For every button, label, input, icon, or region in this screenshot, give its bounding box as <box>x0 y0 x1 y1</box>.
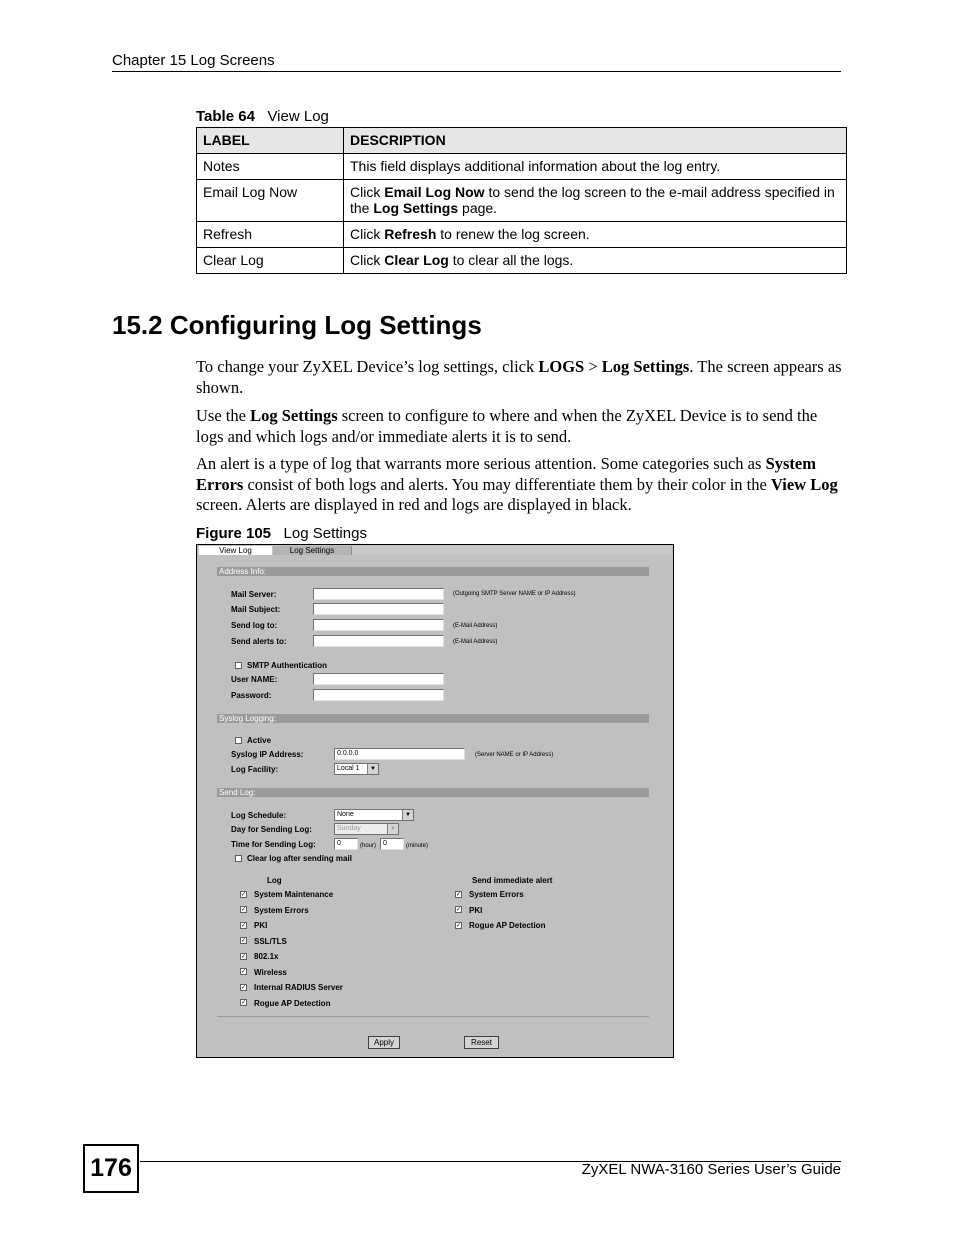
apply-button[interactable]: Apply <box>368 1036 400 1049</box>
mail-subject-input[interactable] <box>313 603 444 615</box>
day-sending-label: Day for Sending Log: <box>231 825 312 834</box>
alert-checkbox[interactable]: ✓ <box>456 907 462 913</box>
figure-caption <box>196 525 367 542</box>
user-name-label: User NAME: <box>231 675 278 684</box>
active-label: Active <box>247 736 272 745</box>
table-row <box>197 154 847 180</box>
form-divider <box>217 1016 649 1017</box>
mail-server-label: Mail Server: <box>231 590 277 599</box>
section-syslog-logging: Syslog Logging: <box>217 714 649 723</box>
alert-item-label: PKI <box>469 906 483 915</box>
time-sending-label: Time for Sending Log: <box>231 840 316 849</box>
col-description: DESCRIPTION <box>344 128 847 154</box>
table-header-row <box>197 128 847 154</box>
alert-checkbox[interactable]: ✓ <box>456 923 462 929</box>
log-settings-screenshot <box>196 544 674 1058</box>
alert-item-label: System Errors <box>469 890 524 899</box>
log-item-label: System Maintenance <box>254 890 334 899</box>
day-sending-value: Sunday <box>337 825 361 832</box>
log-schedule-select[interactable] <box>334 809 414 821</box>
table-caption <box>196 108 329 125</box>
log-checkbox[interactable]: ✓ <box>241 923 247 929</box>
send-log-to-label: Send log to: <box>231 621 278 630</box>
log-checkbox[interactable]: ✓ <box>241 1000 247 1006</box>
row-label: Notes <box>197 154 344 180</box>
section-address-info: Address Info: <box>217 567 649 576</box>
active-checkbox[interactable] <box>235 737 242 744</box>
table-number: Table 64 <box>196 108 255 125</box>
syslog-ip-input[interactable]: 0.0.0.0 <box>334 748 465 760</box>
table-row <box>197 180 847 222</box>
log-checkbox[interactable]: ✓ <box>241 969 247 975</box>
send-log-to-input[interactable] <box>313 619 444 631</box>
alert-column-header: Send immediate alert <box>472 876 553 885</box>
log-facility-value: Local 1 <box>337 765 360 772</box>
log-checkbox[interactable]: ✓ <box>241 938 247 944</box>
paragraph-alert: An alert is a type of log that warrants more serious attention. Some categories such as System Errors consist of both logs and alerts. You may differentiate them by their color in the View Log screen. Alerts are displayed in red and logs are displayed in black. <box>196 454 838 514</box>
log-item-label: Internal RADIUS Server <box>254 983 343 992</box>
log-checkbox[interactable]: ✓ <box>241 892 247 898</box>
send-alerts-to-label: Send alerts to: <box>231 637 287 646</box>
mail-subject-label: Mail Subject: <box>231 605 281 614</box>
log-item-label: PKI <box>254 921 268 930</box>
log-item-label: Rogue AP Detection <box>254 999 331 1008</box>
row-label: Email Log Now <box>197 180 344 222</box>
tab-bar <box>198 546 672 555</box>
user-name-input[interactable] <box>313 673 444 685</box>
page-number: 176 <box>83 1144 139 1193</box>
log-schedule-value: None <box>337 811 354 818</box>
tab-view-log[interactable]: View Log <box>199 546 272 555</box>
log-item-label: SSL/TLS <box>254 937 287 946</box>
hour-input[interactable]: 0 <box>334 838 358 850</box>
chevron-down-icon: ▼ <box>402 810 413 820</box>
guide-title: ZyXEL NWA-3160 Series User’s Guide <box>581 1161 841 1178</box>
day-sending-select[interactable] <box>334 823 399 835</box>
password-label: Password: <box>231 691 272 700</box>
col-label: LABEL <box>197 128 344 154</box>
minute-note: (minute) <box>406 843 429 849</box>
section-heading: 15.2 Configuring Log Settings <box>112 310 482 340</box>
clear-after-checkbox[interactable] <box>235 855 242 862</box>
figure-number: Figure 105 <box>196 525 272 542</box>
log-schedule-label: Log Schedule: <box>231 811 287 820</box>
log-checkbox[interactable]: ✓ <box>241 954 247 960</box>
alert-checkbox[interactable]: ✓ <box>456 892 462 898</box>
row-description: Click Refresh to renew the log screen. <box>344 222 847 248</box>
log-facility-label: Log Facility: <box>231 765 279 774</box>
figure-title: Log Settings <box>283 525 367 542</box>
mail-server-input[interactable] <box>313 588 444 600</box>
send-alerts-to-input[interactable] <box>313 635 444 647</box>
paragraph-usage: Use the Log Settings screen to configure to where and when the ZyXEL Device is to send the logs and which logs and/or immediate alerts it is to send. <box>196 406 818 446</box>
table-title: View Log <box>267 108 329 125</box>
log-checkbox[interactable]: ✓ <box>241 907 247 913</box>
log-item-label: System Errors <box>254 906 309 915</box>
log-item-label: Wireless <box>254 968 287 977</box>
log-facility-select[interactable] <box>334 763 379 775</box>
reset-button[interactable]: Reset <box>464 1036 499 1049</box>
password-input[interactable] <box>313 689 444 701</box>
syslog-ip-label: Syslog IP Address: <box>231 750 304 759</box>
smtp-auth-label: SMTP Authentication <box>247 661 327 670</box>
row-description: Click Email Log Now to send the log screen to the e-mail address specified in the Log Settings page. <box>344 180 847 222</box>
mail-server-note: (Outgoing SMTP Server NAME or IP Address) <box>453 591 576 597</box>
syslog-ip-note: (Server NAME or IP Address) <box>475 752 554 758</box>
smtp-auth-checkbox[interactable] <box>235 662 242 669</box>
row-description: Click Clear Log to clear all the logs. <box>344 248 847 274</box>
chevron-down-icon: ▼ <box>387 824 398 834</box>
tab-log-settings[interactable]: Log Settings <box>273 546 352 555</box>
view-log-table <box>196 127 847 274</box>
hour-note: (hour) <box>360 843 377 849</box>
minute-input[interactable]: 0 <box>380 838 404 850</box>
chevron-down-icon: ▼ <box>367 764 378 774</box>
clear-after-label: Clear log after sending mail <box>247 854 352 863</box>
table-row <box>197 222 847 248</box>
log-checkbox[interactable]: ✓ <box>241 985 247 991</box>
section-send-log: Send Log: <box>217 788 649 797</box>
alert-item-label: Rogue AP Detection <box>469 921 546 930</box>
send-log-note: (E-Mail Address) <box>453 623 498 629</box>
row-label: Refresh <box>197 222 344 248</box>
send-alerts-note: (E-Mail Address) <box>453 639 498 645</box>
header-rule <box>112 71 841 72</box>
table-row <box>197 248 847 274</box>
chapter-header: Chapter 15 Log Screens <box>112 52 275 69</box>
row-label: Clear Log <box>197 248 344 274</box>
paragraph-intro: To change your ZyXEL Device’s log settings, click LOGS > Log Settings. The screen appears as shown. <box>196 357 842 397</box>
row-description: This field displays additional information about the log entry. <box>344 154 847 180</box>
log-column-header: Log <box>267 876 282 885</box>
log-item-label: 802.1x <box>254 952 279 961</box>
